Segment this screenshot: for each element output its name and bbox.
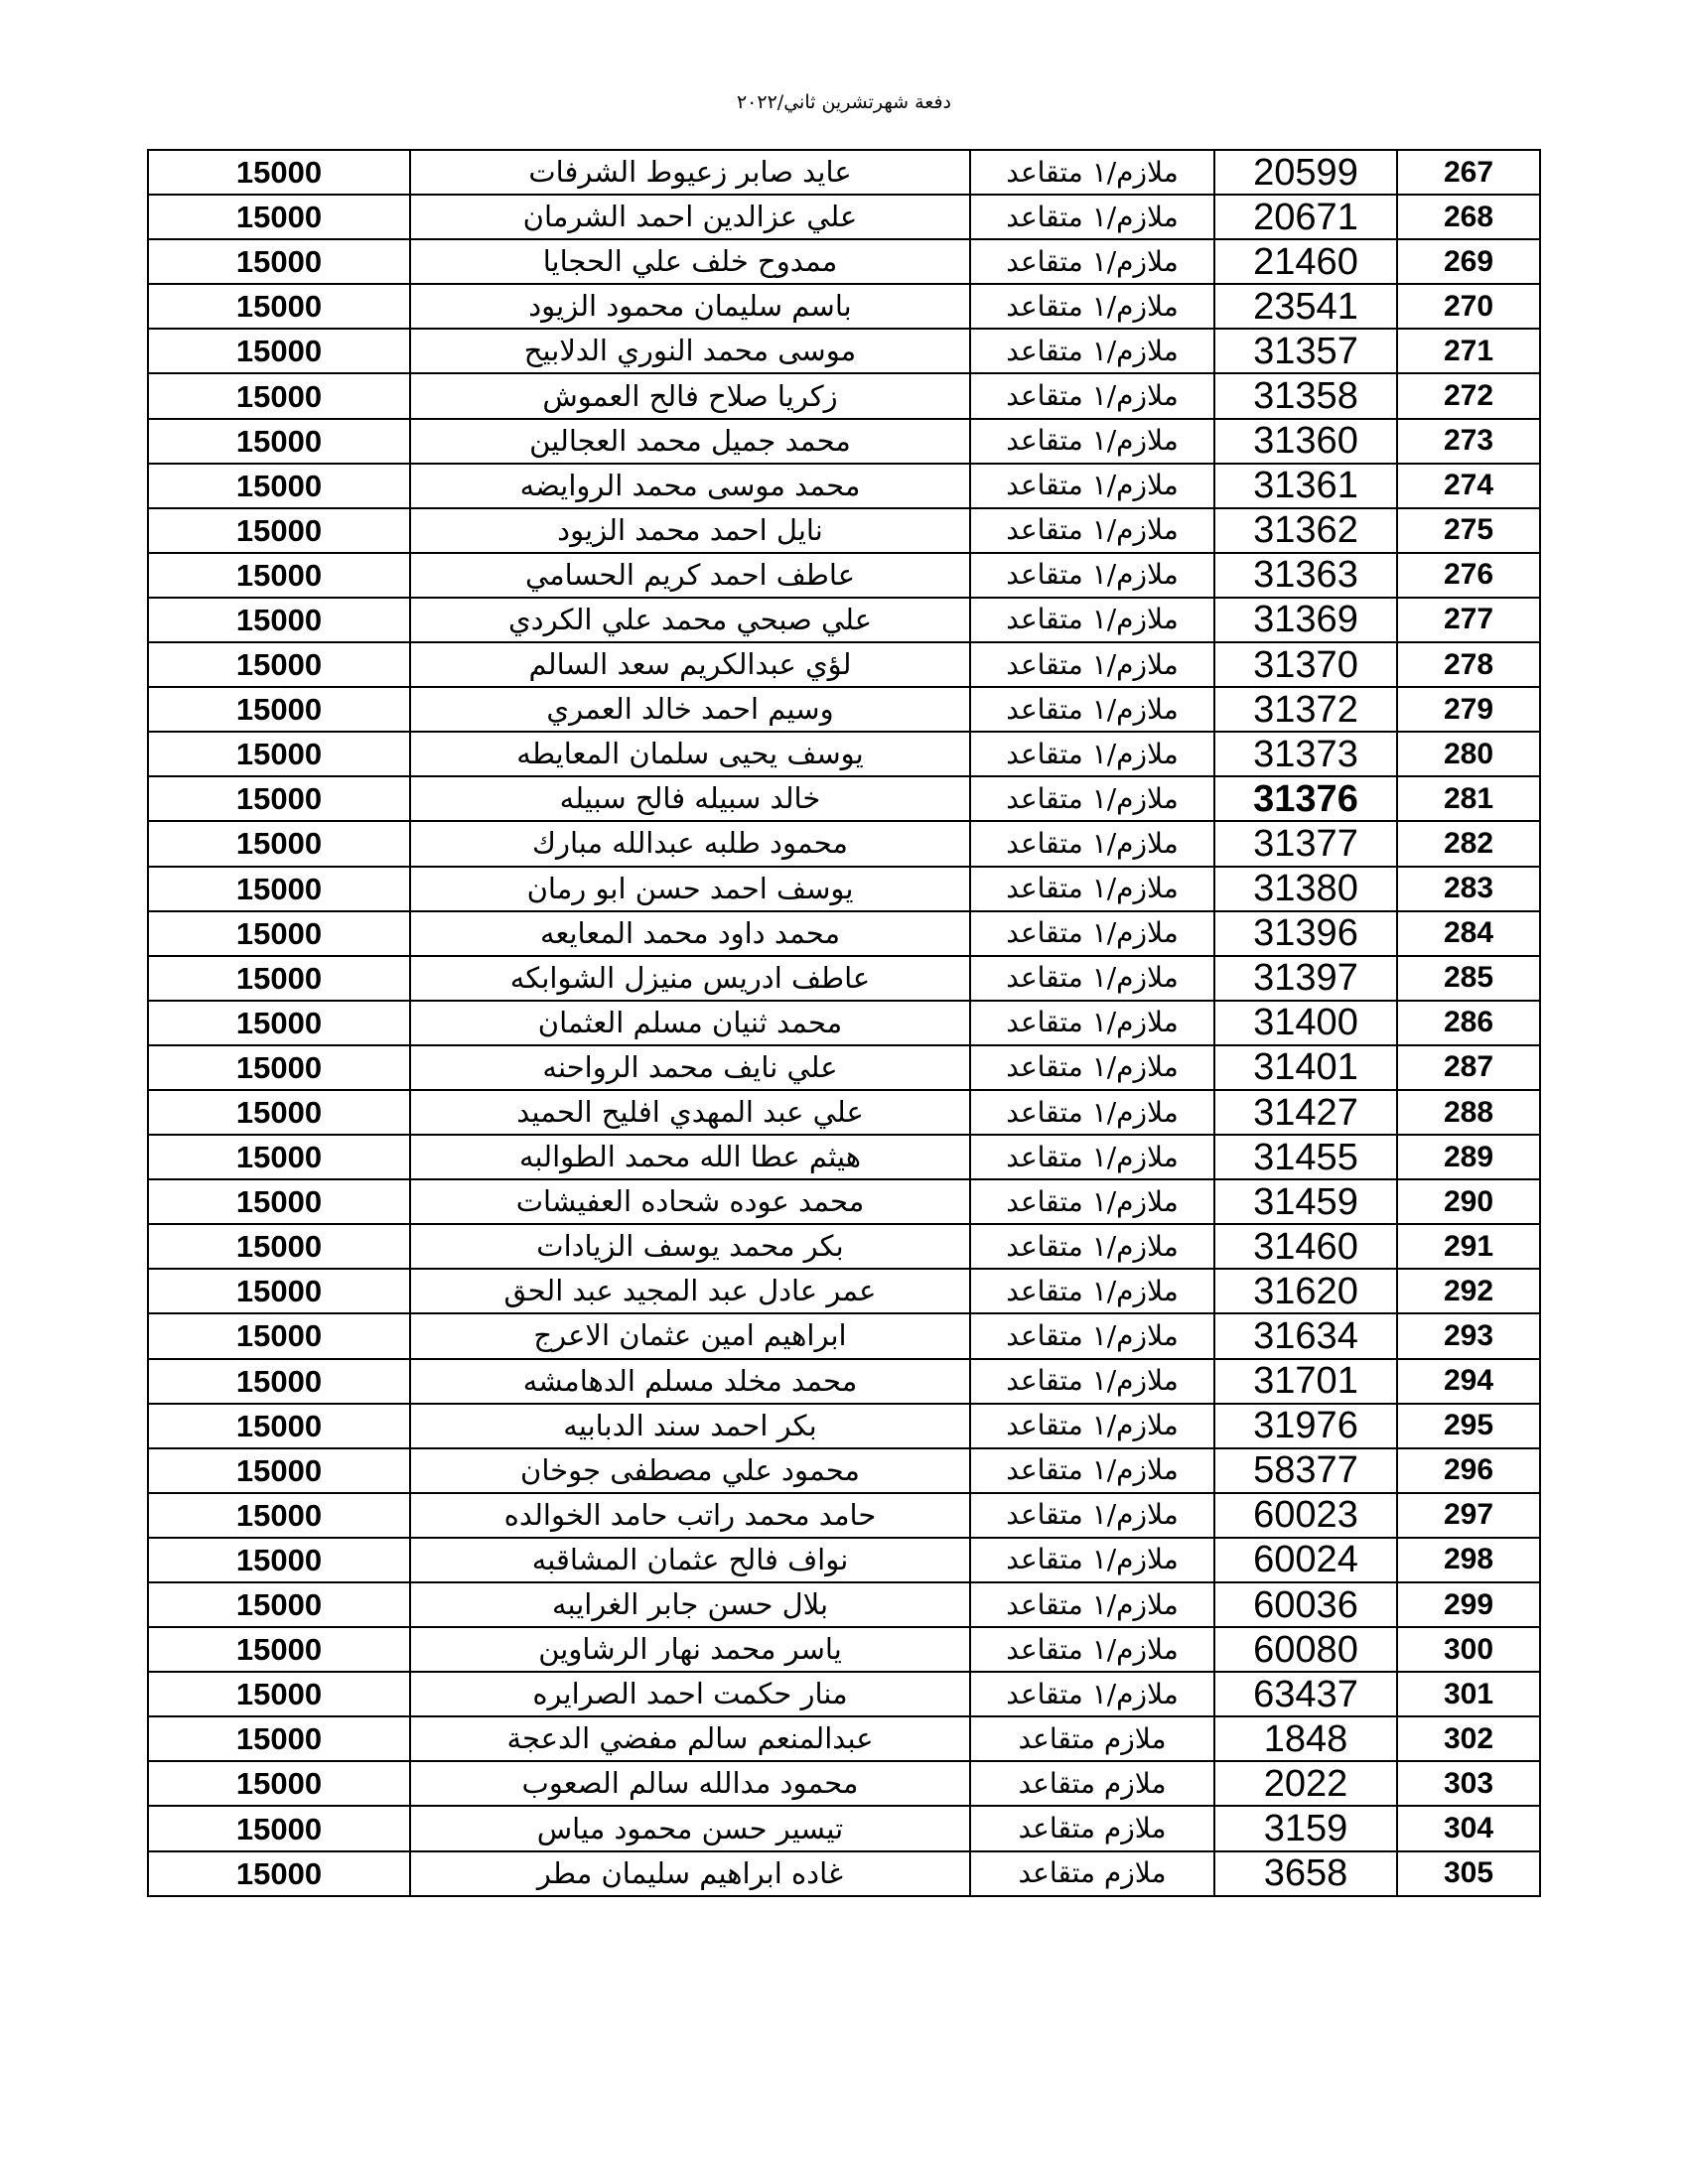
- sequence-number-cell: 270: [1397, 284, 1540, 329]
- table-row: [148, 598, 1540, 642]
- name-cell: عمر عادل عبد المجيد عبد الحق: [410, 1269, 970, 1313]
- name-cell: ممدوح خلف علي الحجايا: [410, 239, 970, 284]
- military-number-cell: 3159: [1214, 1806, 1397, 1850]
- rank-cell: ملازم/١ متقاعد: [970, 329, 1214, 373]
- amount-cell: 15000: [148, 1001, 410, 1045]
- amount-cell: 15000: [148, 687, 410, 732]
- rank-cell: ملازم/١ متقاعد: [970, 1493, 1214, 1538]
- table-row: [148, 1582, 1540, 1627]
- military-number-cell: 2022: [1214, 1761, 1397, 1806]
- table-row: [148, 373, 1540, 418]
- military-number-cell: 31459: [1214, 1179, 1397, 1224]
- table-row: [148, 553, 1540, 598]
- rank-cell: ملازم/١ متقاعد: [970, 150, 1214, 195]
- amount-cell: 15000: [148, 1179, 410, 1224]
- table-row: [148, 867, 1540, 911]
- table-row: [148, 508, 1540, 553]
- table-row: [148, 642, 1540, 687]
- name-cell: ياسر محمد نهار الرشاوين: [410, 1627, 970, 1672]
- table-row: [148, 329, 1540, 373]
- military-number-cell: 31373: [1214, 732, 1397, 776]
- table-row: [148, 1761, 1540, 1806]
- sequence-number-cell: 299: [1397, 1582, 1540, 1627]
- name-cell: وسيم احمد خالد العمري: [410, 687, 970, 732]
- table-row: [148, 687, 1540, 732]
- name-cell: نواف فالح عثمان المشاقبه: [410, 1538, 970, 1582]
- amount-cell: 15000: [148, 776, 410, 821]
- rank-cell: ملازم متقاعد: [970, 1851, 1214, 1896]
- rank-cell: ملازم/١ متقاعد: [970, 419, 1214, 464]
- table-row: [148, 1538, 1540, 1582]
- amount-cell: 15000: [148, 1404, 410, 1448]
- sequence-number-cell: 280: [1397, 732, 1540, 776]
- military-number-cell: 31455: [1214, 1135, 1397, 1179]
- name-cell: هيثم عطا الله محمد الطوالبه: [410, 1135, 970, 1179]
- military-number-cell: 31380: [1214, 867, 1397, 911]
- rank-cell: ملازم/١ متقاعد: [970, 1090, 1214, 1135]
- amount-cell: 15000: [148, 1538, 410, 1582]
- name-cell: حامد محمد راتب حامد الخوالده: [410, 1493, 970, 1538]
- table-row: [148, 1448, 1540, 1493]
- rank-cell: ملازم/١ متقاعد: [970, 1404, 1214, 1448]
- amount-cell: 15000: [148, 1224, 410, 1269]
- rank-cell: ملازم/١ متقاعد: [970, 821, 1214, 866]
- amount-cell: 15000: [148, 508, 410, 553]
- sequence-number-cell: 294: [1397, 1359, 1540, 1404]
- military-number-cell: 21460: [1214, 239, 1397, 284]
- table-row: [148, 1627, 1540, 1672]
- table-row: [148, 419, 1540, 464]
- sequence-number-cell: 276: [1397, 553, 1540, 598]
- rank-cell: ملازم/١ متقاعد: [970, 1313, 1214, 1358]
- military-number-cell: 31361: [1214, 464, 1397, 508]
- military-number-cell: 31460: [1214, 1224, 1397, 1269]
- rank-cell: ملازم/١ متقاعد: [970, 195, 1214, 239]
- name-cell: محمد موسى محمد الروايضه: [410, 464, 970, 508]
- amount-cell: 15000: [148, 195, 410, 239]
- military-number-cell: 31620: [1214, 1269, 1397, 1313]
- roster-body: [148, 150, 1540, 1896]
- military-number-cell: 60080: [1214, 1627, 1397, 1672]
- rank-cell: ملازم/١ متقاعد: [970, 1045, 1214, 1090]
- military-number-cell: 31701: [1214, 1359, 1397, 1404]
- military-number-cell: 31358: [1214, 373, 1397, 418]
- military-number-cell: 31976: [1214, 1404, 1397, 1448]
- name-cell: يوسف احمد حسن ابو رمان: [410, 867, 970, 911]
- name-cell: خالد سبيله فالح سبيله: [410, 776, 970, 821]
- amount-cell: 15000: [148, 1806, 410, 1850]
- name-cell: علي صبحي محمد علي الكردي: [410, 598, 970, 642]
- name-cell: عايد صابر زعيوط الشرفات: [410, 150, 970, 195]
- table-row: [148, 821, 1540, 866]
- military-number-cell: 31376: [1214, 776, 1397, 821]
- amount-cell: 15000: [148, 732, 410, 776]
- military-number-cell: 63437: [1214, 1672, 1397, 1716]
- rank-cell: ملازم/١ متقاعد: [970, 776, 1214, 821]
- sequence-number-cell: 300: [1397, 1627, 1540, 1672]
- name-cell: تيسير حسن محمود مياس: [410, 1806, 970, 1850]
- rank-cell: ملازم/١ متقاعد: [970, 239, 1214, 284]
- name-cell: باسم سليمان محمود الزيود: [410, 284, 970, 329]
- rank-cell: ملازم متقاعد: [970, 1806, 1214, 1850]
- table-row: [148, 1090, 1540, 1135]
- table-row: [148, 239, 1540, 284]
- military-number-cell: 60023: [1214, 1493, 1397, 1538]
- amount-cell: 15000: [148, 239, 410, 284]
- amount-cell: 15000: [148, 911, 410, 956]
- amount-cell: 15000: [148, 1135, 410, 1179]
- name-cell: عاطف ادريس منيزل الشوابكه: [410, 956, 970, 1001]
- military-number-cell: 31360: [1214, 419, 1397, 464]
- rank-cell: ملازم/١ متقاعد: [970, 373, 1214, 418]
- name-cell: محمد مخلد مسلم الدهامشه: [410, 1359, 970, 1404]
- rank-cell: ملازم/١ متقاعد: [970, 956, 1214, 1001]
- military-number-cell: 31372: [1214, 687, 1397, 732]
- rank-cell: ملازم/١ متقاعد: [970, 1269, 1214, 1313]
- amount-cell: 15000: [148, 284, 410, 329]
- amount-cell: 15000: [148, 1493, 410, 1538]
- sequence-number-cell: 302: [1397, 1716, 1540, 1761]
- rank-cell: ملازم/١ متقاعد: [970, 732, 1214, 776]
- military-number-cell: 31401: [1214, 1045, 1397, 1090]
- rank-cell: ملازم/١ متقاعد: [970, 911, 1214, 956]
- table-row: [148, 464, 1540, 508]
- sequence-number-cell: 293: [1397, 1313, 1540, 1358]
- military-number-cell: 31634: [1214, 1313, 1397, 1358]
- amount-cell: 15000: [148, 1448, 410, 1493]
- amount-cell: 15000: [148, 1716, 410, 1761]
- table-row: [148, 1806, 1540, 1850]
- sequence-number-cell: 281: [1397, 776, 1540, 821]
- table-row: [148, 1359, 1540, 1404]
- table-row: [148, 1001, 1540, 1045]
- roster-table: [147, 149, 1541, 1897]
- sequence-number-cell: 272: [1397, 373, 1540, 418]
- rank-cell: ملازم/١ متقاعد: [970, 1582, 1214, 1627]
- rank-cell: ملازم/١ متقاعد: [970, 1135, 1214, 1179]
- table-row: [148, 1179, 1540, 1224]
- amount-cell: 15000: [148, 464, 410, 508]
- amount-cell: 15000: [148, 821, 410, 866]
- name-cell: محمود مدالله سالم الصعوب: [410, 1761, 970, 1806]
- military-number-cell: 31357: [1214, 329, 1397, 373]
- amount-cell: 15000: [148, 150, 410, 195]
- rank-cell: ملازم/١ متقاعد: [970, 1224, 1214, 1269]
- table-row: [148, 1313, 1540, 1358]
- amount-cell: 15000: [148, 1090, 410, 1135]
- military-number-cell: 31369: [1214, 598, 1397, 642]
- name-cell: عاطف احمد كريم الحسامي: [410, 553, 970, 598]
- military-number-cell: 20671: [1214, 195, 1397, 239]
- rank-cell: ملازم/١ متقاعد: [970, 1179, 1214, 1224]
- table-row: [148, 911, 1540, 956]
- table-row: [148, 776, 1540, 821]
- sequence-number-cell: 301: [1397, 1672, 1540, 1716]
- rank-cell: ملازم/١ متقاعد: [970, 464, 1214, 508]
- sequence-number-cell: 278: [1397, 642, 1540, 687]
- rank-cell: ملازم/١ متقاعد: [970, 1001, 1214, 1045]
- amount-cell: 15000: [148, 553, 410, 598]
- name-cell: منار حكمت احمد الصرايره: [410, 1672, 970, 1716]
- sequence-number-cell: 267: [1397, 150, 1540, 195]
- sequence-number-cell: 271: [1397, 329, 1540, 373]
- name-cell: بكر محمد يوسف الزيادات: [410, 1224, 970, 1269]
- sequence-number-cell: 279: [1397, 687, 1540, 732]
- sequence-number-cell: 274: [1397, 464, 1540, 508]
- rank-cell: ملازم/١ متقاعد: [970, 1538, 1214, 1582]
- table-row: [148, 1851, 1540, 1896]
- rank-cell: ملازم/١ متقاعد: [970, 553, 1214, 598]
- amount-cell: 15000: [148, 1582, 410, 1627]
- amount-cell: 15000: [148, 419, 410, 464]
- military-number-cell: 31427: [1214, 1090, 1397, 1135]
- military-number-cell: 58377: [1214, 1448, 1397, 1493]
- amount-cell: 15000: [148, 1269, 410, 1313]
- table-row: [148, 150, 1540, 195]
- rank-cell: ملازم/١ متقاعد: [970, 598, 1214, 642]
- page-title: دفعة شهرتشرين ثاني/٢٠٢٢: [736, 91, 952, 113]
- name-cell: علي عبد المهدي افليح الحميد: [410, 1090, 970, 1135]
- sequence-number-cell: 286: [1397, 1001, 1540, 1045]
- sequence-number-cell: 295: [1397, 1404, 1540, 1448]
- name-cell: محمد عوده شحاده العفيشات: [410, 1179, 970, 1224]
- rank-cell: ملازم/١ متقاعد: [970, 1672, 1214, 1716]
- amount-cell: 15000: [148, 1045, 410, 1090]
- military-number-cell: 31370: [1214, 642, 1397, 687]
- amount-cell: 15000: [148, 956, 410, 1001]
- name-cell: ابراهيم امين عثمان الاعرج: [410, 1313, 970, 1358]
- amount-cell: 15000: [148, 1761, 410, 1806]
- name-cell: زكريا صلاح فالح العموش: [410, 373, 970, 418]
- name-cell: علي عزالدين احمد الشرمان: [410, 195, 970, 239]
- name-cell: محمد ثنيان مسلم العثمان: [410, 1001, 970, 1045]
- sequence-number-cell: 288: [1397, 1090, 1540, 1135]
- table-row: [148, 1045, 1540, 1090]
- amount-cell: 15000: [148, 1851, 410, 1896]
- rank-cell: ملازم متقاعد: [970, 1761, 1214, 1806]
- amount-cell: 15000: [148, 598, 410, 642]
- rank-cell: ملازم/١ متقاعد: [970, 284, 1214, 329]
- sequence-number-cell: 292: [1397, 1269, 1540, 1313]
- amount-cell: 15000: [148, 1313, 410, 1358]
- military-number-cell: 60036: [1214, 1582, 1397, 1627]
- sequence-number-cell: 297: [1397, 1493, 1540, 1538]
- amount-cell: 15000: [148, 373, 410, 418]
- amount-cell: 15000: [148, 642, 410, 687]
- sequence-number-cell: 275: [1397, 508, 1540, 553]
- sequence-number-cell: 283: [1397, 867, 1540, 911]
- sequence-number-cell: 290: [1397, 1179, 1540, 1224]
- sequence-number-cell: 284: [1397, 911, 1540, 956]
- table-row: [148, 1269, 1540, 1313]
- name-cell: بلال حسن جابر الغرايبه: [410, 1582, 970, 1627]
- table-row: [148, 1404, 1540, 1448]
- sequence-number-cell: 277: [1397, 598, 1540, 642]
- sequence-number-cell: 303: [1397, 1761, 1540, 1806]
- military-number-cell: 3658: [1214, 1851, 1397, 1896]
- sequence-number-cell: 273: [1397, 419, 1540, 464]
- rank-cell: ملازم متقاعد: [970, 1716, 1214, 1761]
- sequence-number-cell: 305: [1397, 1851, 1540, 1896]
- sequence-number-cell: 287: [1397, 1045, 1540, 1090]
- military-number-cell: 31397: [1214, 956, 1397, 1001]
- sequence-number-cell: 289: [1397, 1135, 1540, 1179]
- table-row: [148, 1135, 1540, 1179]
- sequence-number-cell: 285: [1397, 956, 1540, 1001]
- rank-cell: ملازم/١ متقاعد: [970, 642, 1214, 687]
- rank-cell: ملازم/١ متقاعد: [970, 867, 1214, 911]
- rank-cell: ملازم/١ متقاعد: [970, 508, 1214, 553]
- sequence-number-cell: 296: [1397, 1448, 1540, 1493]
- rank-cell: ملازم/١ متقاعد: [970, 1627, 1214, 1672]
- sequence-number-cell: 268: [1397, 195, 1540, 239]
- name-cell: محمد داود محمد المعايعه: [410, 911, 970, 956]
- name-cell: لؤي عبدالكريم سعد السالم: [410, 642, 970, 687]
- name-cell: بكر احمد سند الدبابيه: [410, 1404, 970, 1448]
- military-number-cell: 31377: [1214, 821, 1397, 866]
- amount-cell: 15000: [148, 867, 410, 911]
- name-cell: عبدالمنعم سالم مفضي الدعجة: [410, 1716, 970, 1761]
- amount-cell: 15000: [148, 1672, 410, 1716]
- rank-cell: ملازم/١ متقاعد: [970, 687, 1214, 732]
- amount-cell: 15000: [148, 329, 410, 373]
- name-cell: علي نايف محمد الرواحنه: [410, 1045, 970, 1090]
- name-cell: محمود طلبه عبدالله مبارك: [410, 821, 970, 866]
- military-number-cell: 60024: [1214, 1538, 1397, 1582]
- amount-cell: 15000: [148, 1627, 410, 1672]
- amount-cell: 15000: [148, 1359, 410, 1404]
- table-row: [148, 284, 1540, 329]
- sequence-number-cell: 269: [1397, 239, 1540, 284]
- military-number-cell: 31362: [1214, 508, 1397, 553]
- rank-cell: ملازم/١ متقاعد: [970, 1448, 1214, 1493]
- rank-cell: ملازم/١ متقاعد: [970, 1359, 1214, 1404]
- table-row: [148, 956, 1540, 1001]
- military-number-cell: 23541: [1214, 284, 1397, 329]
- table-row: [148, 1224, 1540, 1269]
- military-number-cell: 1848: [1214, 1716, 1397, 1761]
- military-number-cell: 31396: [1214, 911, 1397, 956]
- military-number-cell: 20599: [1214, 150, 1397, 195]
- military-number-cell: 31400: [1214, 1001, 1397, 1045]
- sequence-number-cell: 298: [1397, 1538, 1540, 1582]
- table-row: [148, 1672, 1540, 1716]
- table-row: [148, 732, 1540, 776]
- table-row: [148, 1493, 1540, 1538]
- sequence-number-cell: 304: [1397, 1806, 1540, 1850]
- name-cell: موسى محمد النوري الدلابيح: [410, 329, 970, 373]
- table-row: [148, 195, 1540, 239]
- sequence-number-cell: 291: [1397, 1224, 1540, 1269]
- name-cell: محمود علي مصطفى جوخان: [410, 1448, 970, 1493]
- name-cell: محمد جميل محمد العجالين: [410, 419, 970, 464]
- table-row: [148, 1716, 1540, 1761]
- name-cell: نايل احمد محمد الزيود: [410, 508, 970, 553]
- name-cell: يوسف يحيى سلمان المعايطه: [410, 732, 970, 776]
- name-cell: غاده ابراهيم سليمان مطر: [410, 1851, 970, 1896]
- military-number-cell: 31363: [1214, 553, 1397, 598]
- sequence-number-cell: 282: [1397, 821, 1540, 866]
